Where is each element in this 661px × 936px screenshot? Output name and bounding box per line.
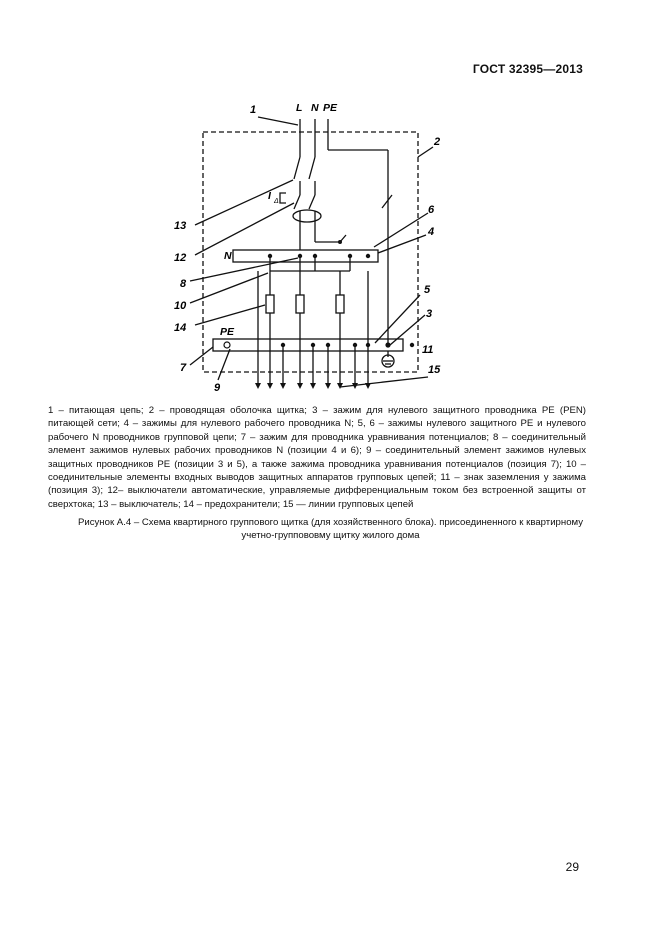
fuse-2	[296, 295, 304, 313]
label-PE-bus: PE	[220, 326, 235, 338]
wiring-diagram	[150, 95, 460, 400]
label-L: L	[296, 102, 303, 114]
caption-line-2: учетно-группововму щитку жилого дома	[241, 530, 420, 542]
page-number: 29	[565, 860, 579, 874]
callout-4: 4	[428, 226, 435, 238]
callout-6: 6	[428, 204, 435, 216]
fuse-3	[336, 295, 344, 313]
standard-number: ГОСТ 32395—2013	[472, 62, 583, 76]
callout-7: 7	[180, 362, 187, 374]
callout-13: 13	[174, 220, 187, 232]
callout-15: 15	[428, 364, 441, 376]
label-N-top: N	[311, 102, 319, 114]
label-N-bus: N	[224, 250, 232, 262]
pe-bus-bar	[213, 339, 403, 351]
callout-3: 3	[426, 308, 433, 320]
figure-caption	[48, 516, 613, 543]
caption-line-1: Рисунок А.4 – Схема квартирного группового щитка (для хозяйственного блока). присоединенного к квартирному	[77, 517, 584, 528]
label-i-delta: I	[268, 190, 271, 202]
callout-1: 1	[250, 104, 257, 116]
callout-14: 14	[174, 322, 187, 334]
callout-12: 12	[174, 252, 187, 264]
svg-text:Δ: Δ	[274, 198, 279, 205]
enclosure-outline	[203, 132, 418, 372]
n-bus-bar	[233, 250, 378, 262]
callout-10: 10	[174, 300, 187, 312]
callout-9: 9	[214, 382, 221, 394]
callout-11: 11	[422, 344, 434, 356]
label-PE-top: PE	[323, 102, 338, 114]
callout-8: 8	[180, 278, 187, 290]
fuse-1	[266, 295, 274, 313]
figure-legend: 1 – питающая цепь; 2 – проводящая оболочка щитка; 3 – зажим для нулевого защитного проводника PE (PEN) питающей сети; 4 – зажимы для нулевого рабочего проводника N; 5, 6 – зажимы нулевого защитного PE и нулевого рабочего N проводников групповой цепи; 7 – зажим для проводника уравнивания потенциалов; 8 – соединительный элемент зажимов нулевых рабочих проводников N (позиции 4 и 6); 9 – соединительный элемент зажимов нулевых защитных проводников PE (позиции 3 и 5), а также зажима проводника уравнивания потенциалов (позиция 7); 10 – соединительные элементы входных выводов защитных аппаратов групповых цепей; 11 – знак заземления у зажима (позиция 3); 12– выключатели автоматические, управляемые дифференциальным током без встроенной защиты от сверхтока; 13 – выключатель; 14 – предохранители; 15 — линии групповых цепей	[48, 405, 586, 510]
callout-5: 5	[424, 284, 431, 296]
callout-2: 2	[434, 136, 441, 148]
